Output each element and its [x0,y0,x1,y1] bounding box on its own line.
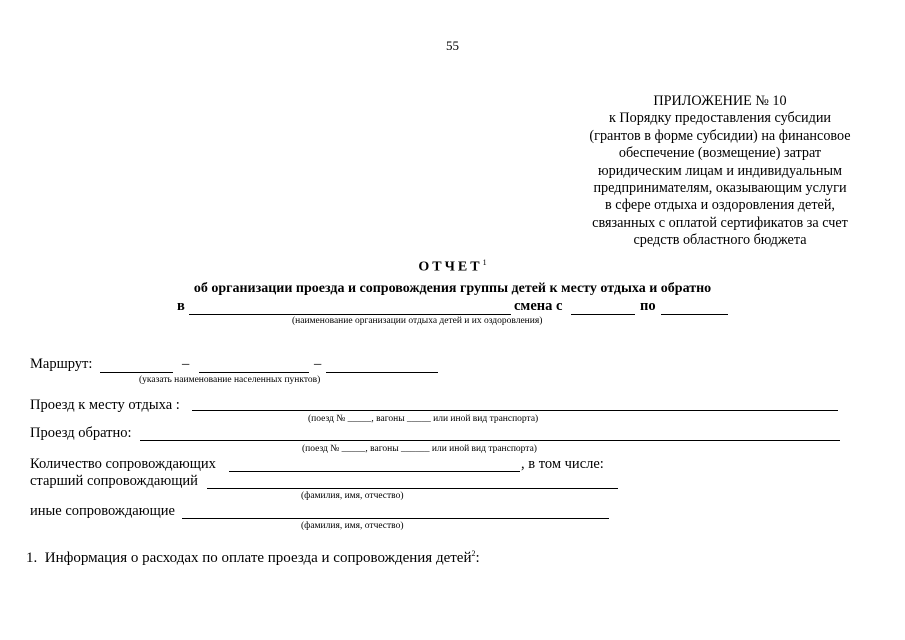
appendix-title: ПРИЛОЖЕНИЕ № 10 [653,93,787,109]
travel-back-field[interactable] [140,440,840,441]
escorts-count-label: Количество сопровождающих [30,456,216,472]
shift-from-label: смена с [514,298,563,314]
shift-end-field[interactable] [661,314,728,315]
route-point-1-field[interactable] [100,372,173,373]
page-number: 55 [446,38,459,53]
appendix-line: предпринимателям, оказывающим услуги [593,180,847,197]
travel-back-hint: (поезд № _____, вагоны ______ или иной вид транспорта) [302,444,537,454]
including-label: , в том числе: [521,456,604,472]
travel-to-label: Проезд к месту отдыха : [30,397,180,413]
route-point-2-field[interactable] [199,372,309,373]
appendix-block [540,93,900,250]
shift-start-field[interactable] [571,314,635,315]
report-subtitle: об организации проезда и сопровождения группы детей к месту отдыха и обратно [193,281,712,296]
escorts-count-field[interactable] [229,471,520,472]
route-point-3-field[interactable] [326,372,438,373]
section-1-footnote: 2 [471,549,476,558]
appendix-line: (грантов в форме субсидии) на финансовое [589,127,851,144]
senior-escort-hint: (фамилия, имя, отчество) [301,491,404,501]
shift-to-label: по [640,298,656,314]
appendix-line: обеспечение (возмещение) затрат [618,145,822,162]
route-dash: – [314,356,322,372]
senior-escort-label: старший сопровождающий [30,473,198,489]
other-escorts-hint: (фамилия, имя, отчество) [301,521,404,531]
report-title-footnote: 1 [482,258,487,267]
in-label: в [177,298,185,314]
organization-field[interactable] [189,314,511,315]
organization-hint: (наименование организации отдыха детей и их оздоровления) [292,316,543,326]
travel-to-field[interactable] [192,410,838,411]
section-1-heading [26,549,480,567]
travel-to-hint: (поезд № _____, вагоны _____ или иной вид транспорта) [308,414,539,424]
appendix-line: в сфере отдыха и оздоровления детей, [605,197,835,214]
other-escorts-field[interactable] [182,518,609,519]
appendix-line: связанных с оплатой сертификатов за счет [592,214,848,231]
report-title [0,258,905,276]
route-hint: (указать наименование населенных пунктов) [139,375,321,385]
senior-escort-field[interactable] [207,488,618,489]
report-title-text: ОТЧЕТ [418,259,483,275]
route-dash: – [182,356,190,372]
appendix-line: средств областного бюджета [633,232,807,249]
appendix-line: юридическим лицам и индивидуальным [598,162,842,179]
section-1-text: Информация о расходах по оплате проезда и сопровождения детей [44,550,472,566]
route-label: Маршрут: [30,356,93,372]
travel-back-label: Проезд обратно: [30,425,132,441]
section-1-suffix: : [475,550,480,566]
other-escorts-label: иные сопровождающие [30,503,175,519]
section-1-number: 1. [26,550,38,566]
appendix-line: к Порядку предоставления субсидии [608,110,832,127]
